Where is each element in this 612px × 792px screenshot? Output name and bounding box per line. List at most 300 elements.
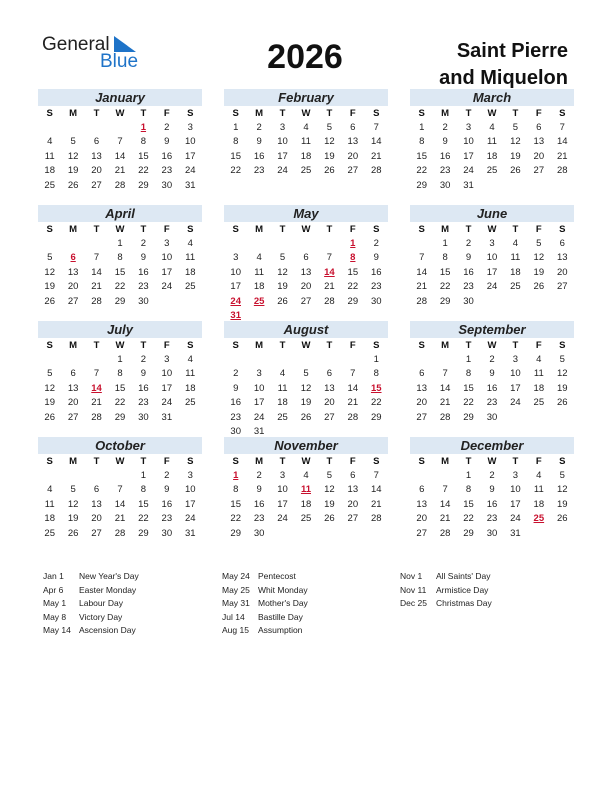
day-cell: 17 <box>277 498 288 510</box>
day-cell: 14 <box>416 266 427 278</box>
holiday-item <box>222 597 308 611</box>
day-cell: 16 <box>486 382 498 394</box>
weekday-label: S <box>559 224 566 235</box>
day-cell: 23 <box>439 165 451 176</box>
day-cell: 18 <box>184 382 196 394</box>
weekday-label: S <box>187 340 194 351</box>
month-july <box>38 321 202 425</box>
holiday-date: Jul 14 <box>222 611 245 622</box>
day-cell: 29 <box>463 527 474 539</box>
day-cell: 19 <box>556 498 568 510</box>
weekday-label: F <box>535 340 542 351</box>
weekday-label: T <box>326 224 333 235</box>
day-cell: 10 <box>161 252 173 263</box>
weekday-label: S <box>373 224 380 235</box>
day-cell: 25 <box>300 513 312 524</box>
week-row <box>224 164 388 179</box>
day-cell: 12 <box>67 150 79 162</box>
holiday-name: Armistice Day <box>436 584 489 595</box>
day-cell: 27 <box>91 179 102 191</box>
weekday-label: F <box>163 224 170 235</box>
empty-day-cell <box>179 295 202 310</box>
day-cell: 9 <box>373 252 379 263</box>
empty-day-cell <box>551 179 574 194</box>
weekday-header-row <box>38 222 202 237</box>
day-cell: 4 <box>536 469 542 481</box>
empty-day-cell <box>480 179 503 194</box>
day-cell: 26 <box>277 295 288 307</box>
week-row <box>410 396 574 411</box>
day-cell: 17 <box>277 150 288 162</box>
empty-day-cell <box>271 237 294 252</box>
holiday-date: Aug 15 <box>222 625 249 636</box>
holiday-column <box>43 570 139 638</box>
empty-day-cell <box>294 237 317 252</box>
day-cell: 7 <box>350 368 356 379</box>
empty-day-cell <box>527 411 550 426</box>
day-cell: 4 <box>489 121 495 133</box>
day-cell: 9 <box>140 252 147 263</box>
weekday-label: T <box>465 456 472 467</box>
week-row <box>38 179 202 194</box>
week-row <box>224 527 388 542</box>
day-cell: 31 <box>161 411 173 423</box>
day-cell: 22 <box>114 397 126 408</box>
day-cell: 5 <box>326 121 333 133</box>
day-cell: 13 <box>416 382 427 394</box>
day-cell: 29 <box>138 527 149 539</box>
week-row <box>224 266 388 281</box>
day-cell: 11 <box>533 368 544 379</box>
week-row <box>38 382 202 397</box>
day-cell: 14 <box>370 484 382 495</box>
week-row <box>224 512 388 527</box>
holiday-name: Assumption <box>258 625 303 636</box>
day-cell: 5 <box>536 237 542 249</box>
empty-day-cell <box>504 179 527 194</box>
day-cell: 20 <box>416 397 427 408</box>
day-cell: 22 <box>138 165 149 176</box>
day-cell: 6 <box>559 237 565 249</box>
month-header: September <box>410 321 574 338</box>
day-cell: 24 <box>161 397 173 408</box>
empty-day-cell <box>294 527 317 542</box>
holiday-item <box>43 584 139 598</box>
weekday-label: S <box>418 456 425 467</box>
empty-day-cell <box>527 179 550 194</box>
day-cell: 5 <box>70 484 76 495</box>
week-row <box>224 469 388 484</box>
week-row <box>410 179 574 194</box>
day-cell: 27 <box>416 411 427 423</box>
holiday-day-cell: 1 <box>350 237 356 249</box>
day-cell: 3 <box>164 353 170 365</box>
day-cell: 4 <box>47 136 53 147</box>
day-cell: 1 <box>233 121 239 133</box>
day-cell: 22 <box>416 165 427 176</box>
day-cell: 8 <box>465 484 472 495</box>
logo-general-text: General <box>42 34 110 55</box>
day-cell: 6 <box>419 368 425 379</box>
day-cell: 11 <box>44 498 55 510</box>
month-march <box>410 89 574 193</box>
holiday-day-cell: 1 <box>140 121 147 133</box>
week-row <box>224 396 388 411</box>
day-cell: 29 <box>114 295 126 307</box>
day-cell: 27 <box>91 527 102 539</box>
day-cell: 30 <box>138 295 149 307</box>
weekday-label: T <box>140 108 147 119</box>
day-cell: 4 <box>187 353 193 365</box>
holiday-name: Bastille Day <box>258 611 303 622</box>
day-cell: 2 <box>489 353 495 365</box>
holiday-name: Christmas Day <box>436 598 492 609</box>
day-cell: 23 <box>138 281 149 292</box>
day-cell: 16 <box>161 498 173 510</box>
day-cell: 20 <box>324 397 335 408</box>
day-cell: 15 <box>114 382 126 394</box>
day-cell: 9 <box>164 136 170 147</box>
day-cell: 22 <box>439 281 451 292</box>
weekday-label: S <box>232 224 239 235</box>
day-cell: 24 <box>277 165 288 176</box>
weekday-label: F <box>163 456 170 467</box>
day-cell: 7 <box>117 484 123 495</box>
day-cell: 4 <box>512 237 519 249</box>
day-cell: 7 <box>373 121 379 133</box>
day-cell: 17 <box>486 266 498 278</box>
weekday-header-row <box>410 222 574 237</box>
day-cell: 16 <box>161 150 173 162</box>
day-cell: 17 <box>230 281 241 292</box>
empty-day-cell <box>179 411 202 426</box>
day-cell: 13 <box>67 266 79 278</box>
day-cell: 13 <box>416 498 427 510</box>
day-cell: 30 <box>161 179 173 191</box>
empty-day-cell <box>38 469 61 484</box>
holiday-name: Easter Monday <box>79 584 137 595</box>
day-cell: 19 <box>324 150 335 162</box>
day-cell: 21 <box>439 397 451 408</box>
empty-day-cell <box>224 353 247 368</box>
weekday-label: T <box>465 108 472 119</box>
weekday-label: F <box>535 224 542 235</box>
day-cell: 6 <box>93 484 100 495</box>
weekday-label: S <box>187 456 194 467</box>
day-cell: 7 <box>419 252 425 263</box>
day-cell: 27 <box>300 295 312 307</box>
day-cell: 20 <box>67 397 79 408</box>
weekday-label: T <box>512 108 519 119</box>
month-september <box>410 321 574 425</box>
day-cell: 10 <box>277 484 288 495</box>
month-february <box>224 89 388 179</box>
day-cell: 9 <box>465 252 472 263</box>
day-cell: 16 <box>138 382 149 394</box>
week-row <box>224 251 388 266</box>
week-row <box>224 135 388 150</box>
day-cell: 12 <box>67 498 79 510</box>
day-cell: 4 <box>536 353 542 365</box>
holiday-day-cell: 15 <box>370 382 382 394</box>
holiday-day-cell: 8 <box>350 252 356 263</box>
holiday-item <box>222 624 308 638</box>
empty-day-cell <box>85 469 108 484</box>
weekday-label: T <box>326 340 333 351</box>
logo-triangle-icon <box>114 36 136 52</box>
empty-day-cell <box>410 469 433 484</box>
day-cell: 22 <box>230 513 241 524</box>
day-cell: 22 <box>347 281 359 292</box>
empty-day-cell <box>551 411 574 426</box>
day-cell: 31 <box>184 179 196 191</box>
weekday-label: M <box>69 108 78 119</box>
weekday-label: F <box>535 456 542 467</box>
day-cell: 12 <box>324 136 335 147</box>
day-cell: 24 <box>463 165 474 176</box>
day-cell: 14 <box>439 382 451 394</box>
day-cell: 2 <box>164 121 170 133</box>
weekday-label: T <box>512 456 519 467</box>
holiday-name: Victory Day <box>79 611 123 622</box>
day-cell: 30 <box>138 411 149 423</box>
day-cell: 27 <box>67 411 79 423</box>
empty-day-cell <box>271 353 294 368</box>
day-cell: 18 <box>533 382 545 394</box>
day-cell: 4 <box>279 368 286 379</box>
day-cell: 6 <box>326 368 333 379</box>
day-cell: 19 <box>67 513 79 524</box>
holiday-date: Apr 6 <box>43 584 64 595</box>
day-cell: 7 <box>93 252 100 263</box>
day-cell: 30 <box>439 179 451 191</box>
day-cell: 25 <box>510 281 521 292</box>
week-row <box>38 150 202 165</box>
day-cell: 11 <box>185 368 196 379</box>
week-row <box>410 266 574 281</box>
day-cell: 23 <box>138 397 149 408</box>
day-cell: 2 <box>373 237 379 249</box>
day-cell: 26 <box>324 513 335 524</box>
day-cell: 28 <box>91 411 102 423</box>
week-row <box>38 396 202 411</box>
week-row <box>224 353 388 368</box>
weekday-label: S <box>559 456 566 467</box>
empty-day-cell <box>527 527 550 542</box>
holiday-date: Dec 25 <box>400 598 427 609</box>
day-cell: 26 <box>324 165 335 176</box>
day-cell: 4 <box>47 484 53 495</box>
day-cell: 23 <box>370 281 382 292</box>
holiday-name: All Saints' Day <box>436 571 491 581</box>
day-cell: 5 <box>47 252 53 263</box>
day-cell: 3 <box>489 237 495 249</box>
day-cell: 28 <box>324 295 335 307</box>
day-cell: 9 <box>489 484 495 495</box>
day-cell: 24 <box>510 397 521 408</box>
day-cell: 22 <box>463 397 474 408</box>
week-row <box>38 251 202 266</box>
holiday-date: Jan 1 <box>43 571 64 581</box>
day-cell: 25 <box>533 397 545 408</box>
day-cell: 7 <box>442 484 448 495</box>
day-cell: 4 <box>303 121 309 133</box>
day-cell: 24 <box>253 411 265 423</box>
day-cell: 5 <box>47 368 53 379</box>
day-cell: 8 <box>373 368 379 379</box>
holiday-date: May 31 <box>222 598 250 609</box>
week-row <box>224 498 388 513</box>
day-cell: 20 <box>67 281 79 292</box>
day-cell: 10 <box>184 484 196 495</box>
day-cell: 14 <box>114 150 126 162</box>
month-header: August <box>224 321 388 338</box>
day-cell: 31 <box>463 179 474 191</box>
week-row <box>38 469 202 484</box>
logo-blue-text: Blue <box>100 51 139 72</box>
month-may <box>224 205 388 324</box>
day-cell: 13 <box>91 150 102 162</box>
day-cell: 12 <box>510 136 521 147</box>
weekday-label: T <box>279 340 286 351</box>
day-cell: 22 <box>230 165 241 176</box>
day-cell: 28 <box>370 165 382 176</box>
week-row <box>224 483 388 498</box>
holiday-date: May 24 <box>222 571 250 581</box>
weekday-label: M <box>441 456 450 467</box>
day-cell: 18 <box>300 150 312 162</box>
empty-day-cell <box>61 121 84 136</box>
day-cell: 31 <box>184 527 196 539</box>
day-cell: 28 <box>370 513 382 524</box>
week-row <box>38 411 202 426</box>
weekday-header-row <box>410 338 574 353</box>
day-cell: 20 <box>347 498 359 510</box>
week-row <box>410 483 574 498</box>
weekday-label: M <box>69 340 78 351</box>
week-row <box>410 382 574 397</box>
week-row <box>38 483 202 498</box>
day-cell: 21 <box>114 165 126 176</box>
week-row <box>410 251 574 266</box>
day-cell: 29 <box>347 295 359 307</box>
week-row <box>38 266 202 281</box>
empty-day-cell <box>224 237 247 252</box>
day-cell: 18 <box>533 498 545 510</box>
day-cell: 7 <box>93 368 100 379</box>
day-cell: 13 <box>67 382 79 394</box>
day-cell: 16 <box>138 266 149 278</box>
empty-day-cell <box>61 237 84 252</box>
day-cell: 26 <box>556 513 568 524</box>
day-cell: 7 <box>117 136 123 147</box>
week-row <box>410 367 574 382</box>
country-line-1: Saint Pierre <box>456 40 568 62</box>
day-cell: 16 <box>439 150 451 162</box>
weekday-label: W <box>115 108 125 119</box>
holiday-day-cell: 25 <box>253 295 265 307</box>
day-cell: 12 <box>277 266 288 278</box>
day-cell: 13 <box>91 498 102 510</box>
day-cell: 12 <box>44 382 55 394</box>
day-cell: 21 <box>91 281 102 292</box>
day-cell: 8 <box>465 368 472 379</box>
day-cell: 17 <box>510 382 521 394</box>
day-cell: 17 <box>253 397 265 408</box>
empty-day-cell <box>504 411 527 426</box>
day-cell: 25 <box>277 411 288 423</box>
day-cell: 11 <box>301 136 311 147</box>
weekday-label: S <box>46 108 53 119</box>
day-cell: 12 <box>324 484 335 495</box>
day-cell: 20 <box>416 513 427 524</box>
day-cell: 1 <box>117 237 123 249</box>
day-cell: 3 <box>465 121 472 133</box>
day-cell: 15 <box>138 498 149 510</box>
day-cell: 31 <box>510 527 521 539</box>
week-row <box>38 512 202 527</box>
empty-day-cell <box>85 237 108 252</box>
empty-day-cell <box>108 121 131 136</box>
day-cell: 17 <box>184 150 196 162</box>
day-cell: 19 <box>510 150 521 162</box>
weekday-label: F <box>163 108 170 119</box>
weekday-label: S <box>373 108 380 119</box>
day-cell: 23 <box>463 281 474 292</box>
day-cell: 30 <box>161 527 173 539</box>
day-cell: 28 <box>439 527 451 539</box>
day-cell: 23 <box>161 165 173 176</box>
day-cell: 3 <box>233 252 239 263</box>
weekday-label: W <box>487 108 497 119</box>
day-cell: 18 <box>277 397 288 408</box>
weekday-header-row <box>224 454 388 469</box>
holiday-name: Whit Monday <box>258 584 308 595</box>
day-cell: 9 <box>442 136 448 147</box>
weekday-label: T <box>279 224 286 235</box>
day-cell: 23 <box>253 165 265 176</box>
day-cell: 29 <box>230 527 241 539</box>
day-cell: 29 <box>370 411 382 423</box>
brand-logo <box>42 34 142 74</box>
holiday-name: Ascension Day <box>79 625 136 636</box>
day-cell: 28 <box>347 411 359 423</box>
day-cell: 17 <box>463 150 474 162</box>
day-cell: 16 <box>253 498 265 510</box>
day-cell: 25 <box>44 527 55 539</box>
week-row <box>224 121 388 136</box>
day-cell: 28 <box>556 165 568 176</box>
weekday-label: T <box>93 456 100 467</box>
day-cell: 16 <box>486 498 498 510</box>
month-header: March <box>410 89 574 106</box>
day-cell: 24 <box>510 513 521 524</box>
weekday-label: M <box>255 108 264 119</box>
week-row <box>224 237 388 252</box>
weekday-label: F <box>349 340 356 351</box>
calendar-year: 2026 <box>267 38 343 76</box>
day-cell: 14 <box>91 266 102 278</box>
holiday-day-cell: 25 <box>533 513 545 524</box>
day-cell: 28 <box>91 295 102 307</box>
day-cell: 23 <box>486 397 498 408</box>
day-cell: 15 <box>230 150 241 162</box>
holiday-day-cell: 14 <box>324 266 335 278</box>
weekday-label: S <box>46 224 53 235</box>
day-cell: 13 <box>347 136 359 147</box>
day-cell: 2 <box>140 353 147 365</box>
empty-day-cell <box>410 237 433 252</box>
